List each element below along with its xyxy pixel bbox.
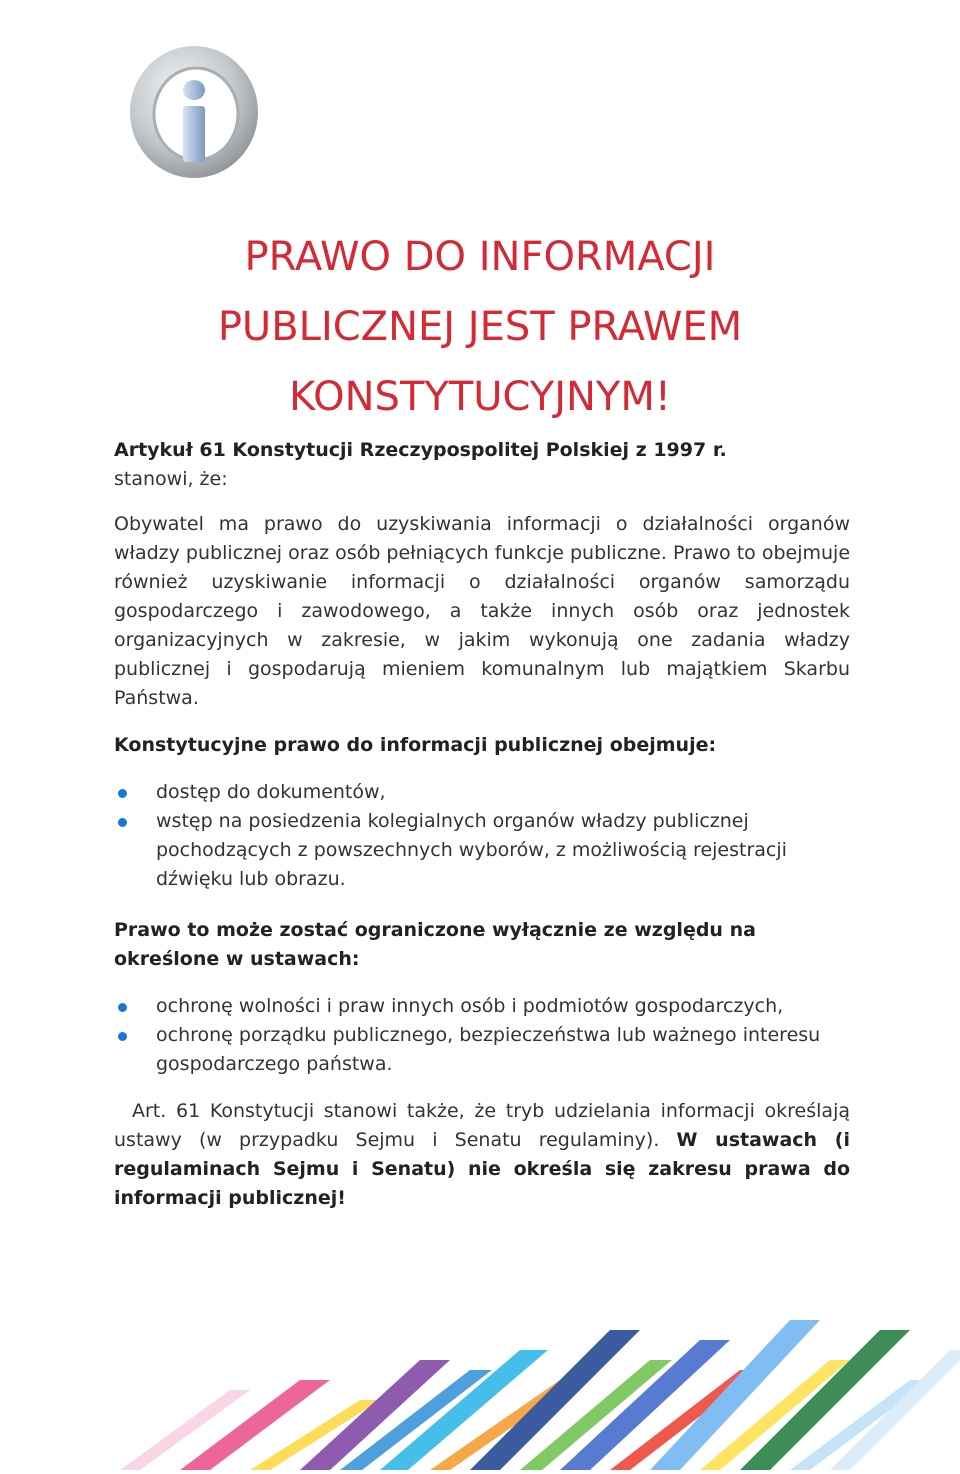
closing-text: Art. 61 Konstytucji stanowi także, że tryb udzielania informacji określają ustawy (w przypadku Sejmu i Senatu regulaminy). (114, 1100, 850, 1151)
list-item-text: dostęp do dokumentów, (156, 781, 386, 803)
closing-emphasis: W ustawach (i regulaminach Sejmu i Senatu) nie określa się zakresu prawa do informacji publicznej! (114, 1129, 850, 1209)
bullet-icon (118, 1032, 127, 1041)
list-item (114, 778, 850, 807)
title-line-2: PUBLICZNEJ JEST PRAWEM (217, 304, 743, 350)
bullet-icon (118, 1003, 127, 1012)
section1-heading: Konstytucyjne prawo do informacji publicznej obejmuje: (114, 734, 717, 756)
list-item-text: wstęp na posiedzenia kolegialnych organów władzy publicznej pochodzących z powszechnych wyborów, z możliwością rejestracji dźwięku lub obrazu. (156, 810, 787, 890)
list-item (114, 1021, 850, 1079)
list-item-text: ochronę porządku publicznego, bezpieczeństwa lub ważnego interesu gospodarczego państwa. (156, 1024, 821, 1075)
section1-list (114, 778, 850, 894)
info-logo-icon (112, 28, 272, 188)
bullet-icon (118, 789, 127, 798)
list-item (114, 807, 850, 894)
title-line-3: KONSTYTUCYJNYM! (289, 374, 671, 420)
intro-paragraph: Obywatel ma prawo do uzyskiwania informacji o działalności organów władzy publicznej oraz osób pełniących funkcje publiczne. Prawo to obejmuje również uzyskiwanie informacji o działalności organów samorządu gospodarczego i zawodowego, a także innych osób oraz jednostek organizacyjnych w zakresie, w jakim wykonują one zadania władzy publicznej i gospodarują mieniem komunalnym lub majątkiem Skarbu Państwa. (114, 513, 851, 709)
page-title (150, 222, 810, 432)
intro-subheading: stanowi, że: (114, 468, 228, 490)
closing-paragraph (114, 1097, 850, 1213)
list-item (114, 992, 850, 1021)
decorative-stripes (0, 1210, 960, 1470)
section2-heading: Prawo to może zostać ograniczone wyłącznie ze względu na określone w ustawach: (114, 919, 756, 970)
document-body (114, 436, 850, 1213)
intro-heading: Artykuł 61 Konstytucji Rzeczypospolitej Polskiej z 1997 r. (114, 439, 727, 461)
section2-list (114, 992, 850, 1079)
title-line-1: PRAWO DO INFORMACJI (244, 234, 716, 280)
bullet-icon (118, 818, 127, 827)
list-item-text: ochronę wolności i praw innych osób i podmiotów gospodarczych, (156, 995, 784, 1017)
